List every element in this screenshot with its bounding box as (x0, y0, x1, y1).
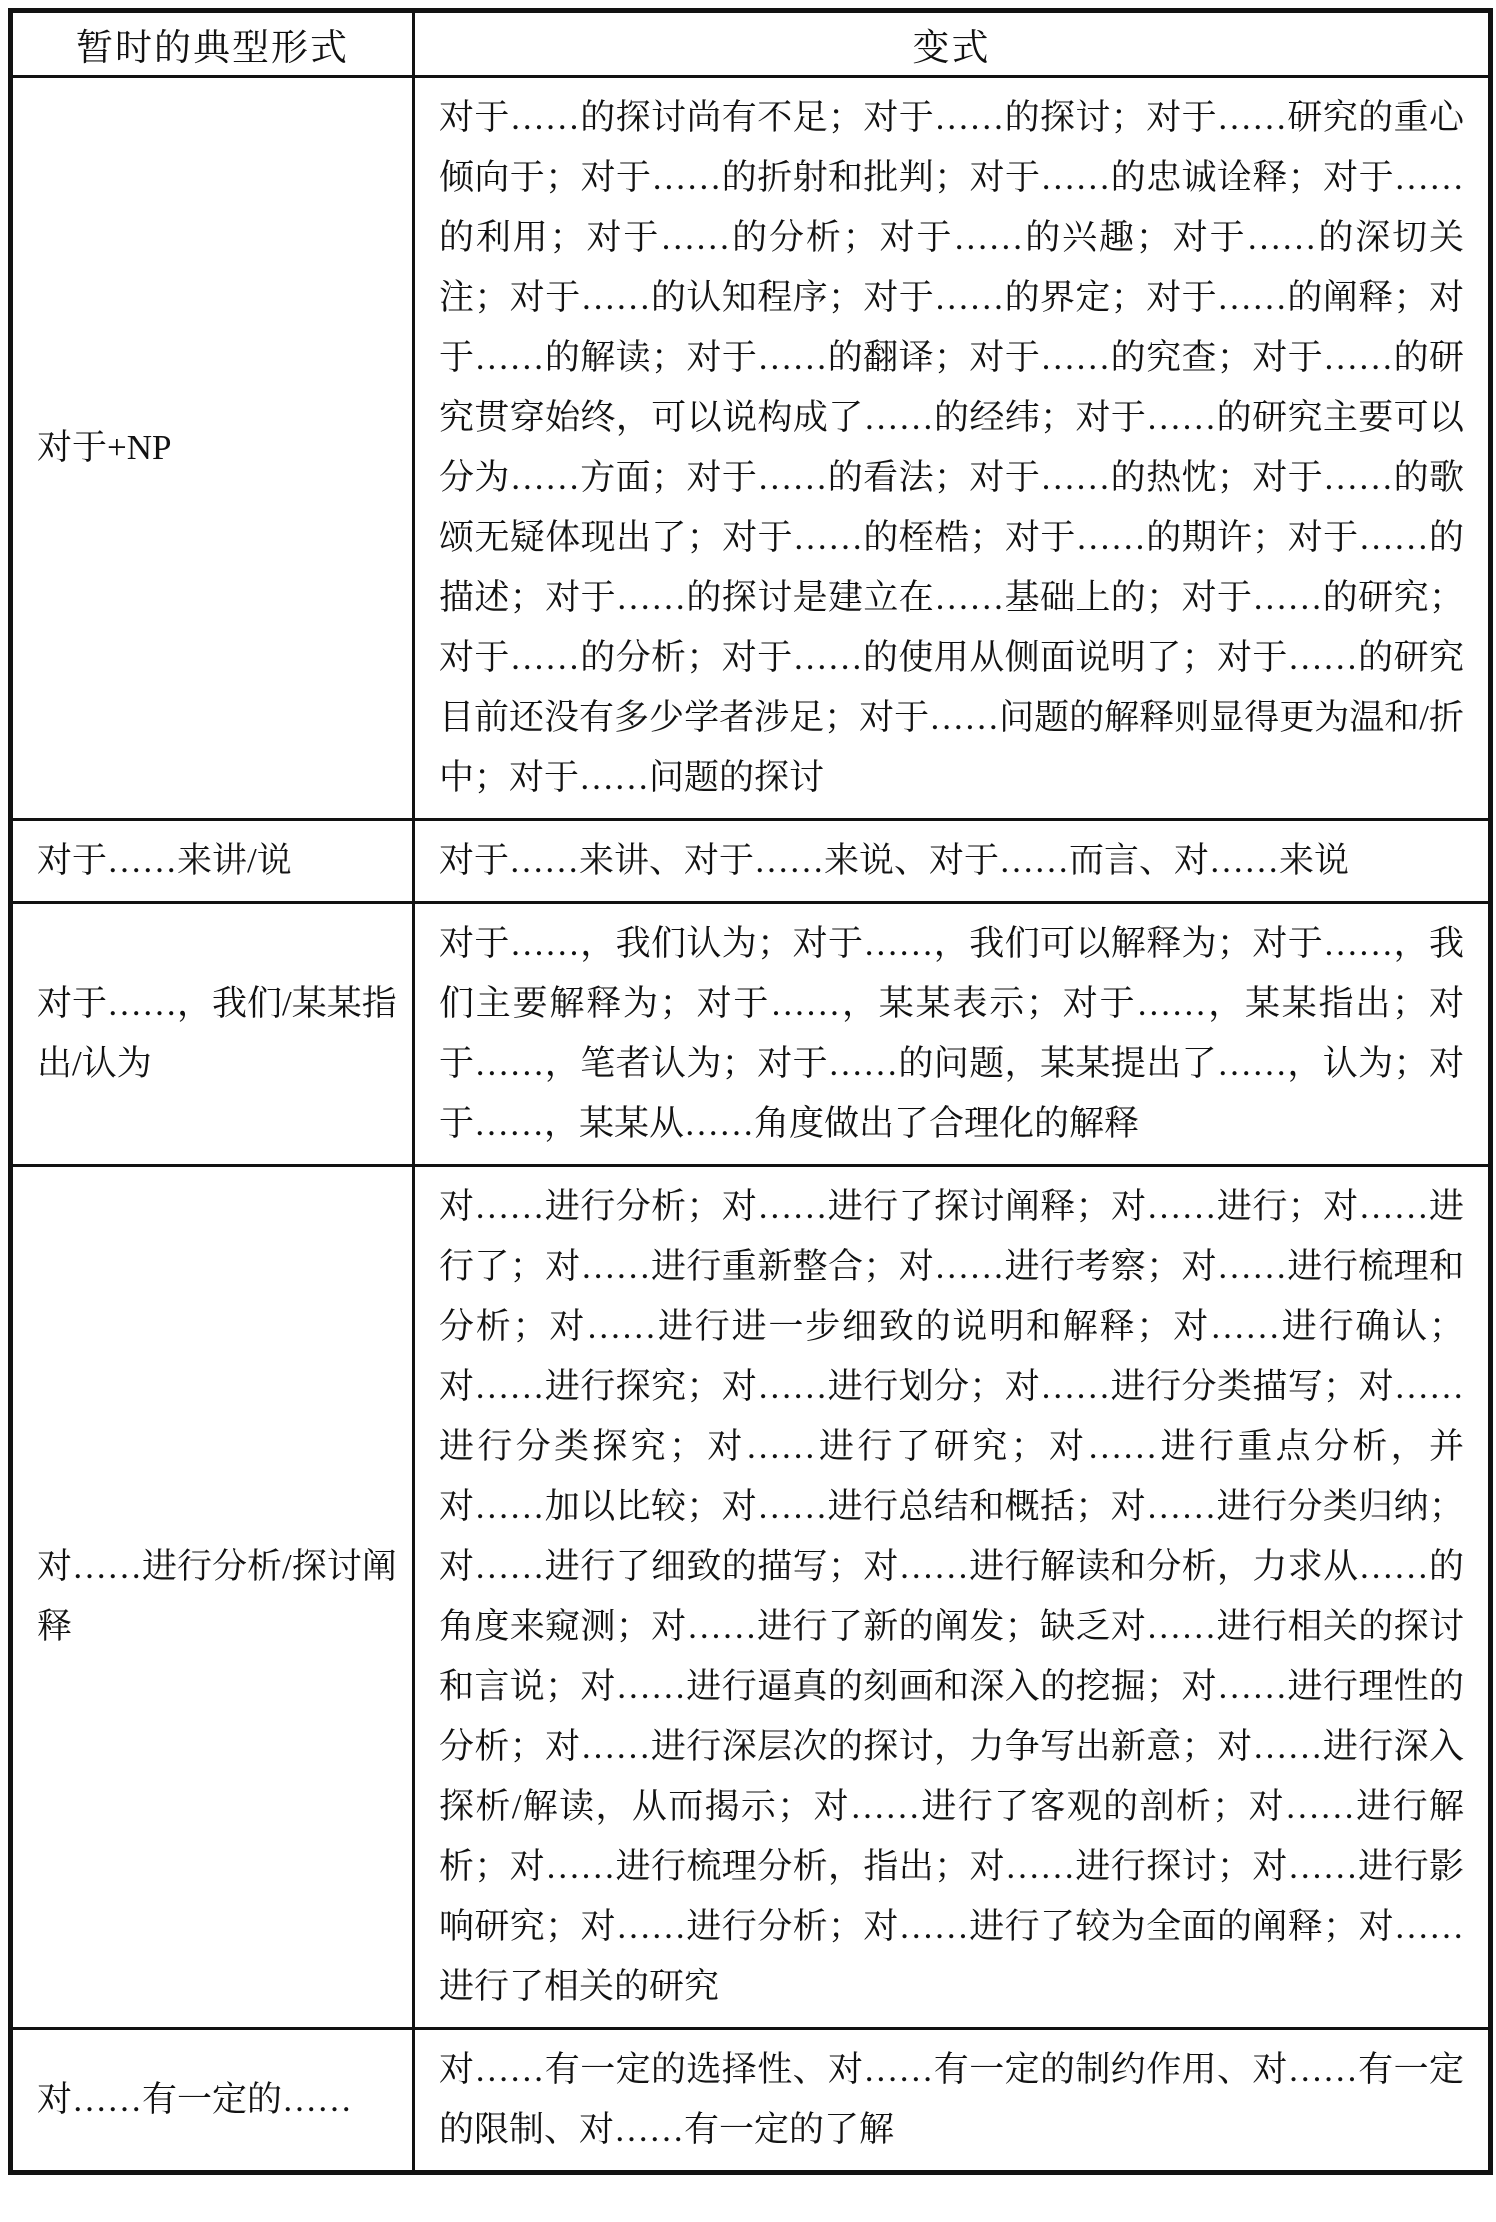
table-row (11, 903, 1491, 1166)
form-label: 对……进行分析/探讨阐释 (11, 1166, 414, 2029)
table-row (11, 820, 1491, 903)
form-label: 对于+NP (11, 77, 414, 820)
table-row (11, 2029, 1491, 2173)
column-header-variants: 变式 (414, 11, 1491, 77)
form-label: 对于……，我们/某某指出/认为 (11, 903, 414, 1166)
table-row (11, 1166, 1491, 2029)
variants-text: 对……有一定的选择性、对……有一定的制约作用、对……有一定的限制、对……有一定的了解 (414, 2029, 1491, 2173)
variants-text: 对于……，我们认为；对于……，我们可以解释为；对于……，我们主要解释为；对于……，某某表示；对于……，某某指出；对于……，笔者认为；对于……的问题，某某提出了……，认为；对于……，某某从……角度做出了合理化的解释 (414, 903, 1491, 1166)
variants-text: 对于……的探讨尚有不足；对于……的探讨；对于……研究的重心倾向于；对于……的折射和批判；对于……的忠诚诠释；对于……的利用；对于……的分析；对于……的兴趣；对于……的深切关注；对于……的认知程序；对于……的界定；对于……的阐释；对于……的解读；对于……的翻译；对于……的究查；对于……的研究贯穿始终，可以说构成了……的经纬；对于……的研究主要可以分为……方面；对于……的看法；对于……的热忱；对于……的歌颂无疑体现出了；对于……的桎梏；对于……的期许；对于……的描述；对于……的探讨是建立在……基础上的；对于……的研究；对于……的分析；对于……的使用从侧面说明了；对于……的研究目前还没有多少学者涉足；对于……问题的解释则显得更为温和/折中；对于……问题的探讨 (414, 77, 1491, 820)
variants-text: 对……进行分析；对……进行了探讨阐释；对……进行；对……进行了；对……进行重新整合；对……进行考察；对……进行梳理和分析；对……进行进一步细致的说明和解释；对……进行确认；对……进行探究；对……进行划分；对……进行分类描写；对……进行分类探究；对……进行了研究；对……进行重点分析，并对……加以比较；对……进行总结和概括；对……进行分类归纳；对……进行了细致的描写；对……进行解读和分析，力求从……的角度来窥测；对……进行了新的阐发；缺乏对……进行相关的探讨和言说；对……进行逼真的刻画和深入的挖掘；对……进行理性的分析；对……进行深层次的探讨，力争写出新意；对……进行深入探析/解读，从而揭示；对……进行了客观的剖析；对……进行解析；对……进行梳理分析，指出；对……进行探讨；对……进行影响研究；对……进行分析；对……进行了较为全面的阐释；对……进行了相关的研究 (414, 1166, 1491, 2029)
header-row (11, 11, 1491, 77)
table-row (11, 77, 1491, 820)
form-label: 对于……来讲/说 (11, 820, 414, 903)
variants-text: 对于……来讲、对于……来说、对于……而言、对……来说 (414, 820, 1491, 903)
column-header-typical-form: 暂时的典型形式 (11, 11, 414, 77)
form-label: 对……有一定的…… (11, 2029, 414, 2173)
typical-form-variants-table (8, 8, 1493, 2175)
